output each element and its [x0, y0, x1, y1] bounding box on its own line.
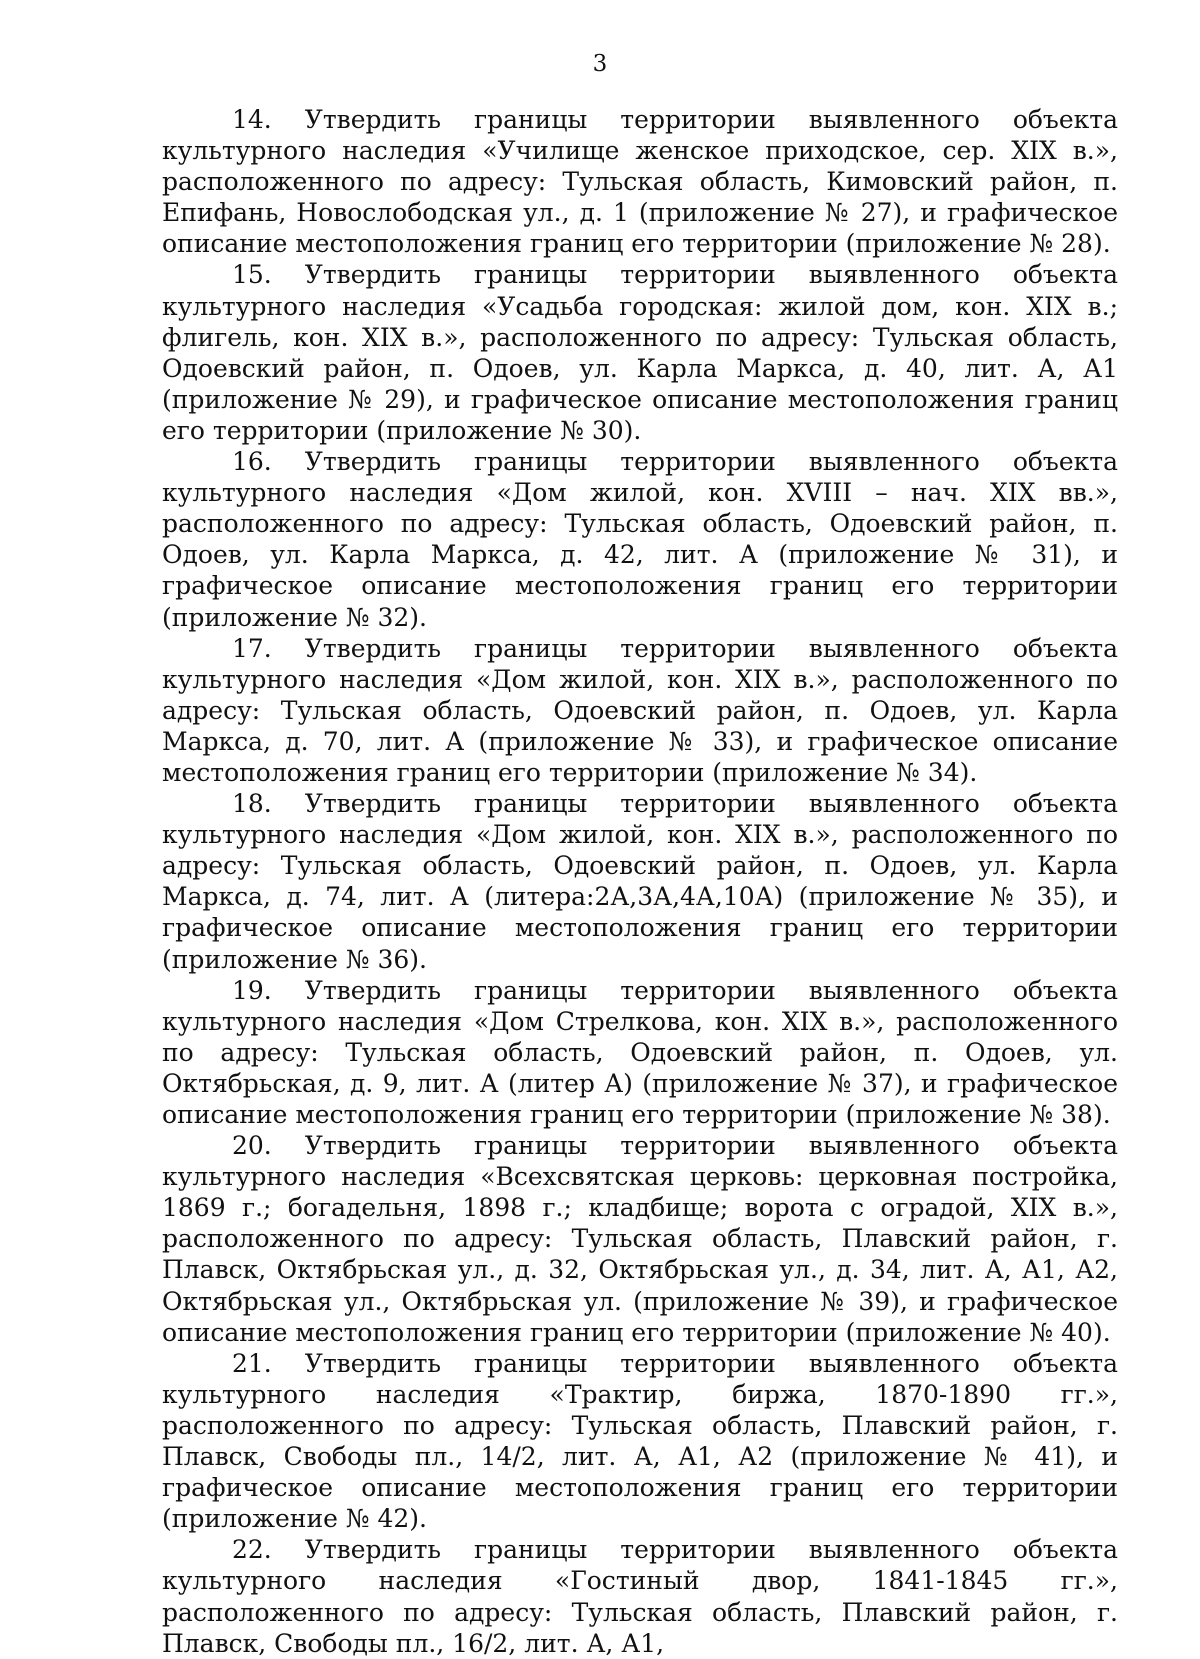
paragraph-item-16: 16. Утвердить границы территории выявленного объекта культурного наследия «Дом жилой, кон. XVIII – нач. XIX вв.», расположенного по адресу: Тульская область, Одоевский район, п. Одоев, ул. Карла Маркса, д. 42, лит. А (приложение № 31), и графическое описание местоположения границ его территории (приложение № 32). — [162, 447, 1118, 632]
paragraph-item-21: 21. Утвердить границы территории выявленного объекта культурного наследия «Трактир, биржа, 1870-1890 гг.», расположенного по адресу: Тульская область, Плавский район, г. Плавск, Свободы пл., 14/2, лит. А, А1, А2 (приложение № 41), и графическое описание местоположения границ его территории (приложение № 42). — [162, 1348, 1118, 1534]
document-body — [162, 104, 1118, 1659]
paragraph-item-20: 20. Утвердить границы территории выявленного объекта культурного наследия «Всехсвятская церковь: церковная постройка, 1869 г.; богадельня, 1898 г.; кладбище; ворота с оградой, XIX в.», расположенного по адресу: Тульская область, Плавский район, г. Плавск, Октябрьская ул., д. 32, Октябрьская ул., д. 34, лит. А, А1, А2, Октябрьская ул., Октябрьская ул. (приложение № 39), и графическое описание местоположения границ его территории (приложение № 40). — [162, 1131, 1118, 1347]
paragraph-item-22: 22. Утвердить границы территории выявленного объекта культурного наследия «Гостиный двор, 1841-1845 гг.», расположенного по адресу: Тульская область, Плавский район, г. Плавск, Свободы пл., 16/2, лит. А, А1, — [162, 1535, 1118, 1658]
paragraph-item-19: 19. Утвердить границы территории выявленного объекта культурного наследия «Дом Стрелкова, кон. XIX в.», расположенного по адресу: Тульская область, Одоевский район, п. Одоев, ул. Октябрьская, д. 9, лит. А (литер А) (приложение № 37), и графическое описание местоположения границ его территории (приложение № 38). — [162, 975, 1118, 1129]
paragraph-item-15: 15. Утвердить границы территории выявленного объекта культурного наследия «Усадьба городская: жилой дом, кон. XIX в.; флигель, кон. XIX в.», расположенного по адресу: Тульская область, Одоевский район, п. Одоев, ул. Карла Маркса, д. 40, лит. А, А1 (приложение № 29), и графическое описание местоположения границ его территории (приложение № 30). — [162, 260, 1118, 445]
paragraph-item-14: 14. Утвердить границы территории выявленного объекта культурного наследия «Училище женское приходское, сер. XIX в.», расположенного по адресу: Тульская область, Кимовский район, п. Епифань, Новослободская ул., д. 1 (приложение № 27), и графическое описание местоположения границ его территории (приложение № 28). — [162, 105, 1118, 259]
paragraph-item-17: 17. Утвердить границы территории выявленного объекта культурного наследия «Дом жилой, кон. XIX в.», расположенного по адресу: Тульская область, Одоевский район, п. Одоев, ул. Карла Маркса, д. 70, лит. А (приложение № 33), и графическое описание местоположения границ его территории (приложение № 34). — [162, 633, 1118, 787]
page-number: 3 — [592, 51, 608, 77]
paragraph-item-18: 18. Утвердить границы территории выявленного объекта культурного наследия «Дом жилой, кон. XIX в.», расположенного по адресу: Тульская область, Одоевский район, п. Одоев, ул. Карла Маркса, д. 74, лит. А (литера:2А,3А,4А,10А) (приложение № 35), и графическое описание местоположения границ его территории (приложение № 36). — [162, 789, 1118, 974]
